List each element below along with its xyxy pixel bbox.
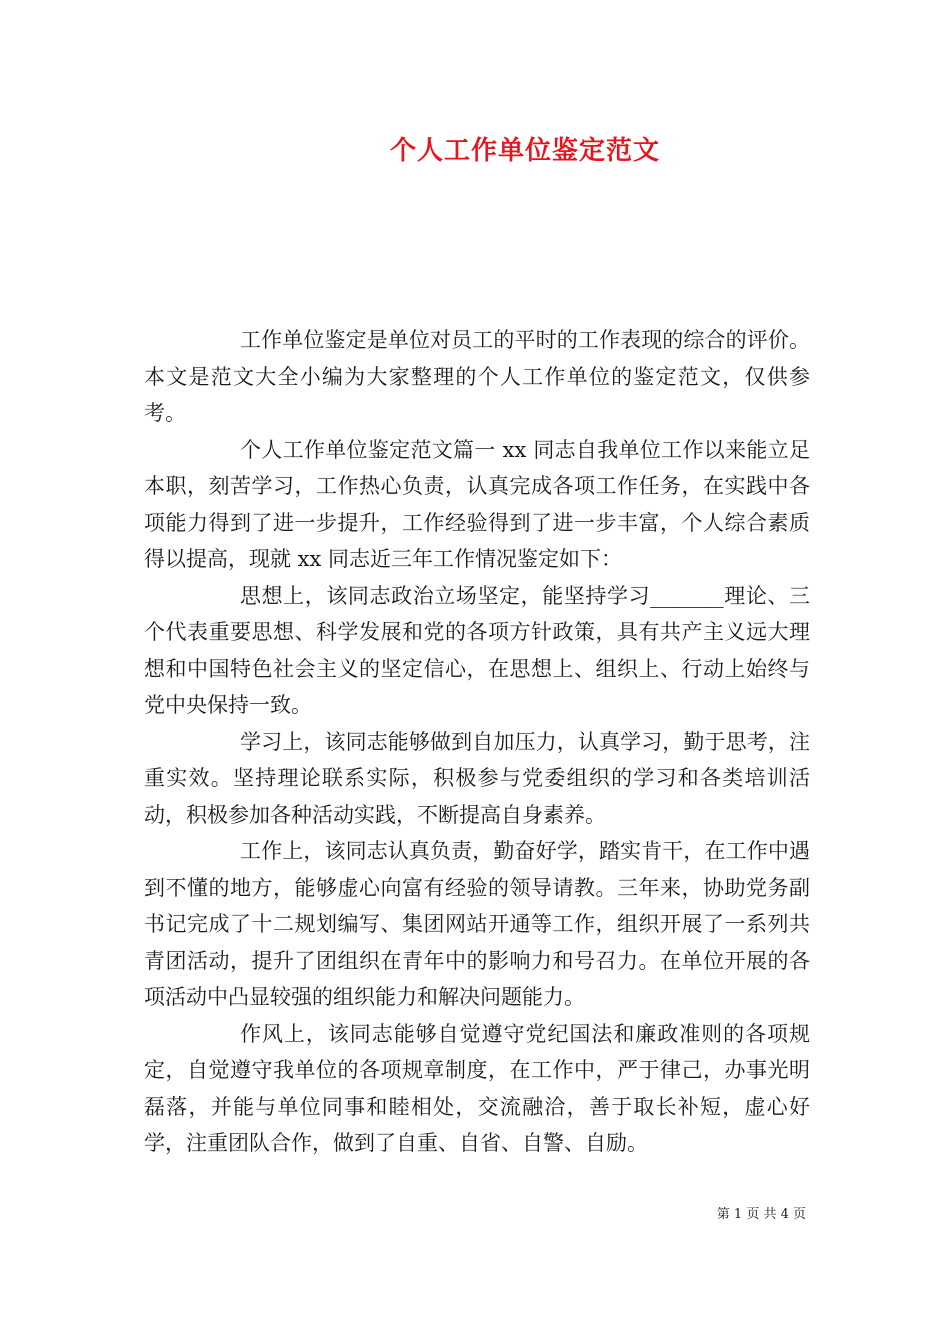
paragraph-study: 学习上，该同志能够做到自加压力，认真学习，勤于思考，注重实效。坚持理论联系实际，积极参与党委组织的学习和各类培训活动，积极参加各种活动实践，不断提高自身素养。 bbox=[144, 729, 810, 827]
paragraph-ideology: 思想上，该同志政治立场坚定，能坚持学习_______理论、三个代表重要思想、科学发展和党的各项方针政策，具有共产主义远大理想和中国特色社会主义的坚定信心，在思想上、组织上、行动上始终与党中央保持一致。 bbox=[144, 583, 810, 717]
document-body bbox=[144, 322, 810, 1162]
document-title: 个人工作单位鉴定范文 bbox=[389, 136, 660, 166]
page-number-footer: 第 1 页 共 4 页 bbox=[716, 1207, 806, 1222]
paragraph-conduct: 作风上，该同志能够自觉遵守党纪国法和廉政准则的各项规定，自觉遵守我单位的各项规章制度，在工作中，严于律己，办事光明磊落，并能与单位同事和睦相处，交流融洽，善于取长补短，虚心好学，注重团队合作，做到了自重、自省、自警、自励。 bbox=[144, 1021, 810, 1155]
paragraph-work: 工作上，该同志认真负责，勤奋好学，踏实肯干，在工作中遇到不懂的地方，能够虚心向富有经验的领导请教。三年来，协助党务副书记完成了十二规划编写、集团网站开通等工作，组织开展了一系列共青团活动，提升了团组织在青年中的影响力和号召力。在单位开展的各项活动中凸显较强的组织能力和解决问题能力。 bbox=[144, 839, 810, 1009]
paragraph-intro: 工作单位鉴定是单位对员工的平时的工作表现的综合的评价。本文是范文大全小编为大家整理的个人工作单位的鉴定范文，仅供参考。 bbox=[144, 328, 810, 425]
paragraph-overview: 个人工作单位鉴定范文篇一 xx 同志自我单位工作以来能立足本职，刻苦学习，工作热心负责，认真完成各项工作任务，在实践中各项能力得到了进一步提升，工作经验得到了进一步丰富，个人综合素质得以提高，现就 xx 同志近三年工作情况鉴定如下： bbox=[144, 437, 810, 571]
